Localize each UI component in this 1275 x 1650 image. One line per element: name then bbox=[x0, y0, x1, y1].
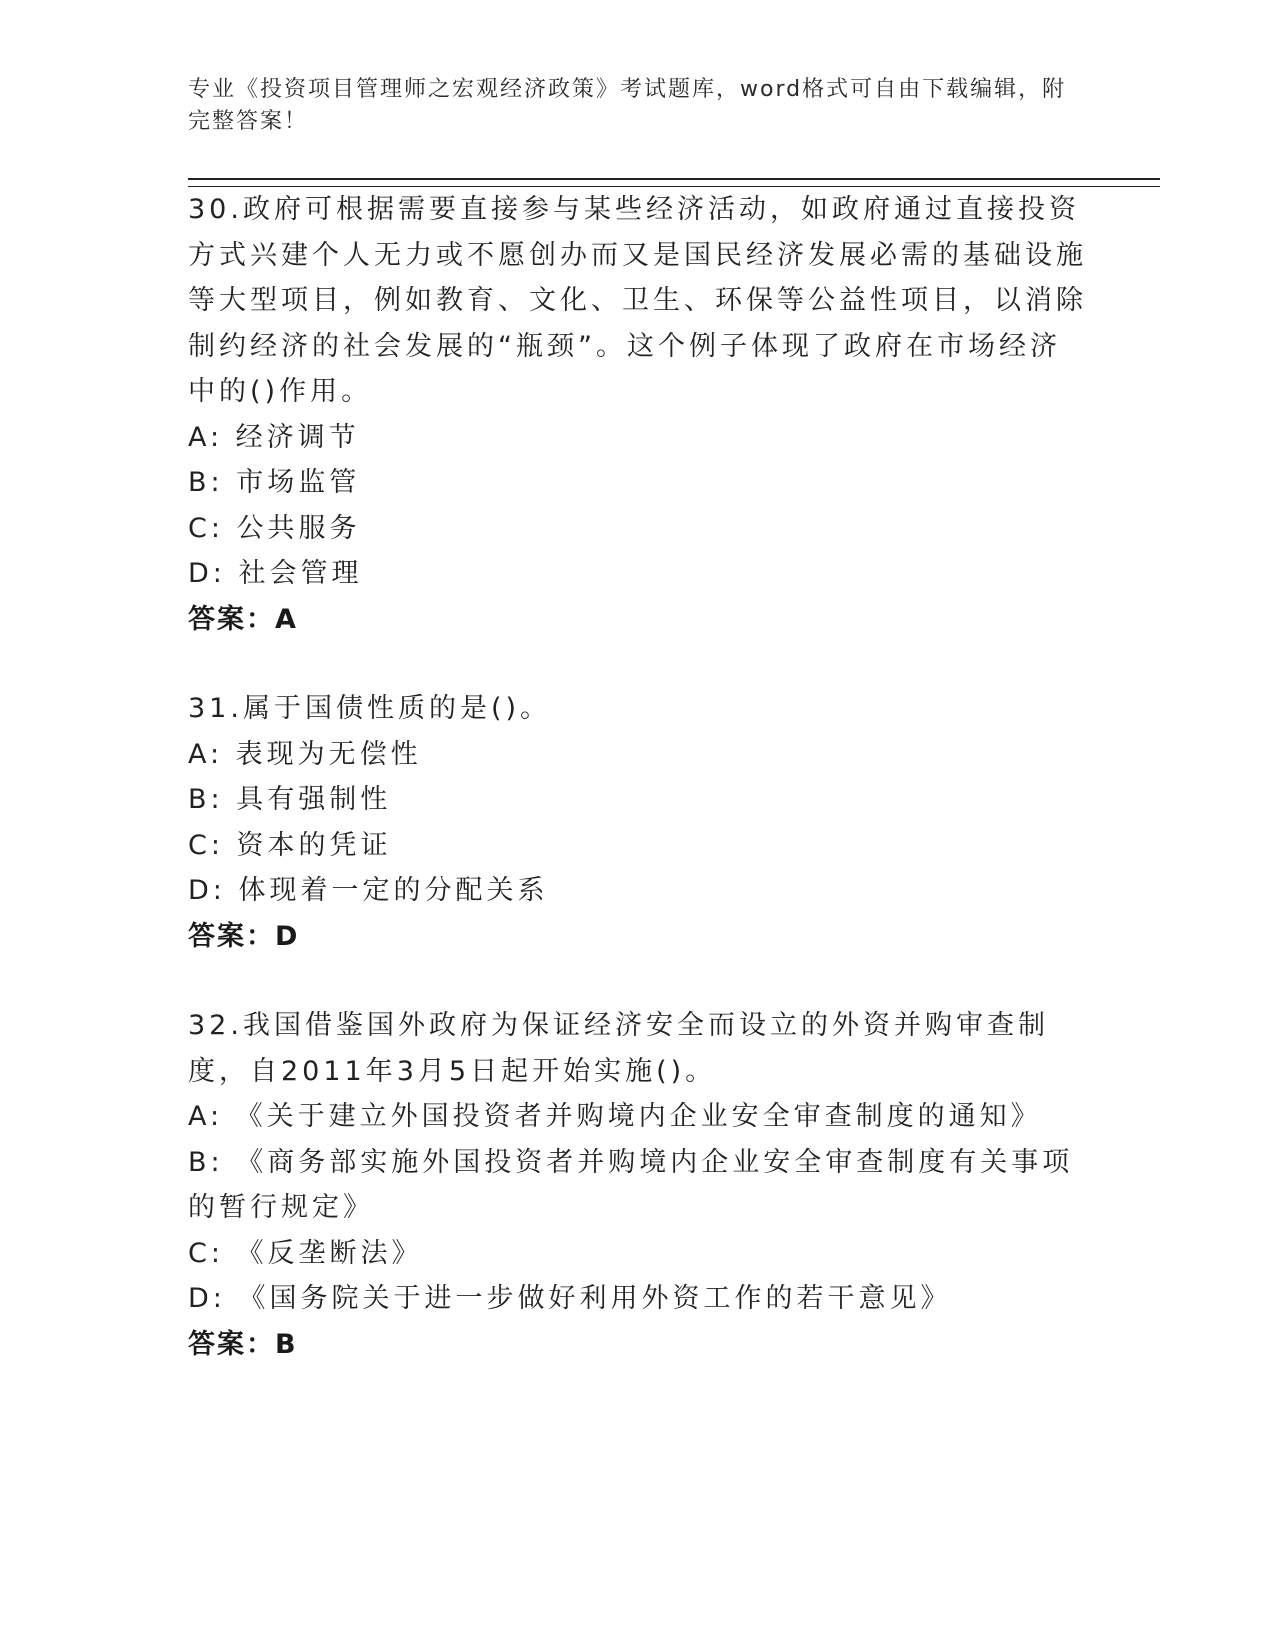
option-list bbox=[188, 732, 1088, 914]
option-list bbox=[188, 415, 1088, 597]
answer: 答案：B bbox=[188, 1328, 298, 1360]
question-32 bbox=[188, 1003, 1088, 1367]
header-text: 专业《投资项目管理师之宏观经济政策》考试题库，word格式可自由下载编辑，附完整答案！ bbox=[188, 77, 1067, 134]
question-list bbox=[188, 187, 1088, 1411]
option-c: C: 资本的凭证 bbox=[188, 829, 392, 861]
option-list bbox=[188, 1094, 1088, 1322]
option-b: B: 市场监管 bbox=[188, 467, 361, 498]
option-d: D: 社会管理 bbox=[188, 558, 363, 589]
option-a: A: 经济调节 bbox=[188, 421, 360, 453]
option-d: D: 《国务院关于进一步做好利用外资工作的若干意见》 bbox=[188, 1283, 952, 1314]
option-d: D: 体现着一定的分配关系 bbox=[188, 875, 549, 906]
question-30 bbox=[188, 187, 1088, 642]
option-a: A: 《关于建立外国投资者并购境内企业安全审查制度的通知》 bbox=[188, 1101, 1042, 1132]
option-c: C: 公共服务 bbox=[188, 512, 361, 544]
option-b: B: 《商务部实施外国投资者并购境内企业安全审查制度有关事项的暂行规定》 bbox=[188, 1146, 1074, 1223]
question-stem: 32.我国借鉴国外政府为保证经济安全而设立的外资并购审查制度，自2011年3月5日起开始实施()。 bbox=[188, 1010, 1049, 1087]
answer: 答案：D bbox=[188, 920, 300, 952]
option-c: C: 《反垄断法》 bbox=[188, 1237, 423, 1269]
answer: 答案：A bbox=[188, 603, 298, 635]
page-header bbox=[188, 74, 1068, 138]
option-a: A: 表现为无偿性 bbox=[188, 738, 422, 770]
option-b: B: 具有强制性 bbox=[188, 784, 392, 815]
header-divider bbox=[188, 178, 1160, 187]
question-stem: 31.属于国债性质的是()。 bbox=[188, 693, 552, 724]
question-31 bbox=[188, 686, 1088, 959]
question-stem: 30.政府可根据需要直接参与某些经济活动，如政府通过直接投资方式兴建个人无力或不愿创办而又是国民经济发展必需的基础设施等大型项目，例如教育、文化、卫生、环保等公益性项目，以消除制约经济的社会发展的“瓶颈”。这个例子体现了政府在市场经济中的()作用。 bbox=[188, 194, 1087, 407]
